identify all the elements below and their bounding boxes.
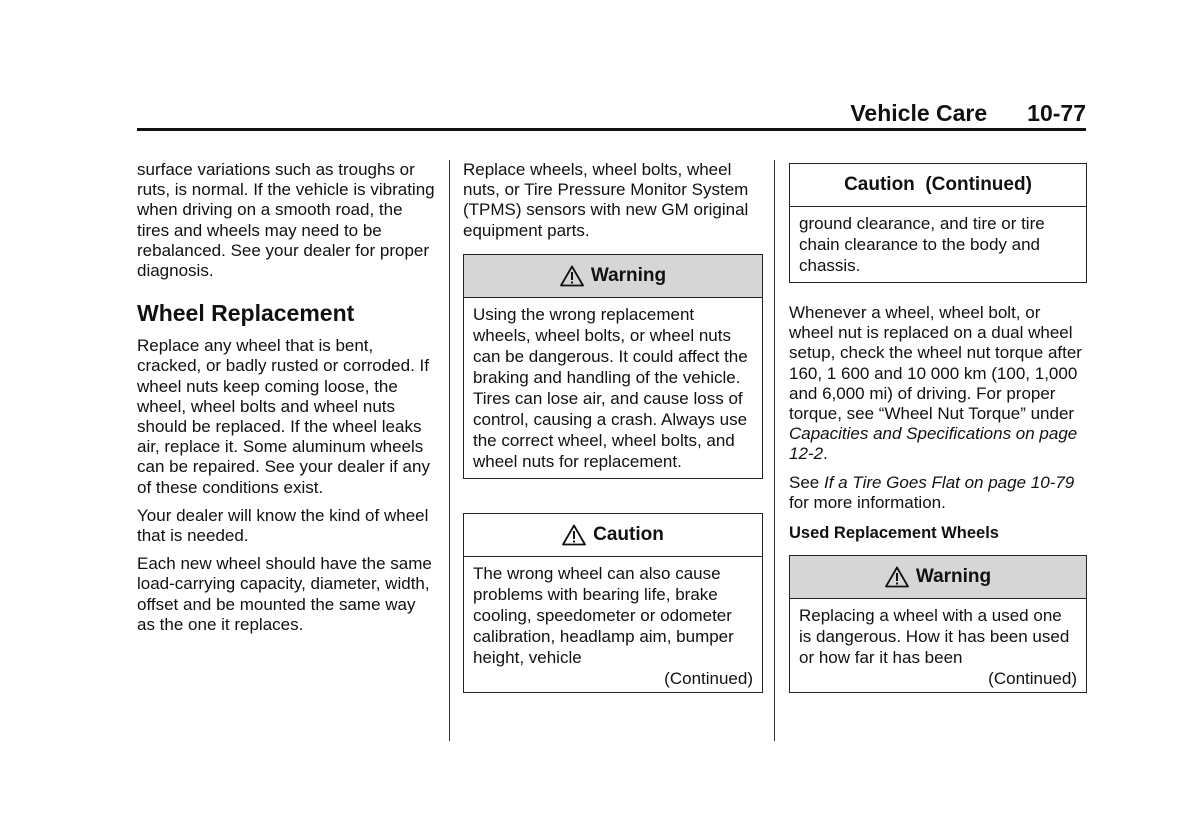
column-2 [463, 160, 763, 693]
column-divider [449, 160, 450, 741]
subheading: Used Replacement Wheels [789, 524, 999, 543]
caution-box [463, 513, 763, 693]
caution-header [464, 514, 762, 557]
paragraph: Each new wheel should have the same load-carrying capacity, diameter, width, offset and be mounted the same way as the one it replaces. [137, 554, 432, 634]
paragraph [789, 473, 1087, 513]
warning-header [790, 556, 1086, 599]
page-header [137, 100, 1086, 128]
warning-triangle-icon [560, 265, 584, 287]
paragraph-text: Whenever a wheel, wheel bolt, or wheel nut is replaced on a dual wheel setup, check the wheel nut torque after 160, 1 600 and 10 000 km (100, 1,000 and 6,000 mi) of driving. For proper torque, see “Wheel Nut Torque” under [789, 303, 1082, 424]
page-number: 10-77 [1027, 100, 1086, 126]
paragraph-end: . [823, 444, 828, 464]
caution-continued-box [789, 163, 1087, 283]
paragraph: Your dealer will know the kind of wheel that is needed. [137, 505, 429, 546]
section-heading: Wheel Replacement [137, 300, 355, 327]
warning-triangle-icon [885, 566, 909, 588]
caution-body: The wrong wheel can also cause problems with bearing life, brake cooling, speedometer or odometer calibration, headlamp aim, bumper height, vehicle [473, 563, 734, 667]
section-title: Vehicle Care [850, 100, 988, 126]
paragraph [789, 303, 1087, 465]
warning-box [463, 254, 763, 479]
warning-body: Replacing a wheel with a used one is dangerous. How it has been used or how far it has been [799, 606, 1070, 668]
paragraph-text: for more information. [789, 492, 946, 512]
continued-label: (Continued) [664, 668, 753, 688]
intro-paragraph: Replace wheels, wheel bolts, wheel nuts, or Tire Pressure Monitor System (TPMS) sensors with new GM original equipment parts. [463, 160, 749, 240]
column-3 [789, 160, 1087, 693]
paragraph: Replace any wheel that is bent, cracked, or badly rusted or corroded. If wheel nuts keep coming loose, the wheel, wheel bolts and wheel nuts should be replaced. If the wheel leaks air, replace it. Some aluminum wheels can be repaired. See your dealer if any of these conditions exist. [137, 336, 430, 497]
warning-header [464, 255, 762, 298]
caution-title: Caution [593, 523, 664, 545]
continued-label: (Continued) [988, 669, 1077, 689]
warning-body: Using the wrong replacement wheels, wheel bolts, or wheel nuts can be dangerous. It could affect the braking and handling of the vehicle. Tires can lose air, and cause loss of control, causing a crash. Always use the correct wheel, wheel bolts, and wheel nuts for replacement. [473, 304, 748, 471]
intro-paragraph: surface variations such as troughs or ruts, is normal. If the vehicle is vibrating when driving on a smooth road, the tires and wheels may need to be rebalanced. See your dealer for proper diagnosis. [137, 160, 435, 281]
column-1 [137, 160, 437, 643]
caution-continued-title: Caution (Continued) [844, 173, 1032, 195]
warning-title: Warning [590, 264, 667, 286]
caution-continued-header [790, 164, 1086, 207]
cross-reference: If a Tire Goes Flat on page 10-79 [823, 472, 1075, 492]
warning-triangle-icon [562, 524, 586, 546]
cross-reference: Capacities and Specifications on page 12-2 [789, 424, 1078, 464]
warning-box [789, 555, 1087, 693]
column-divider [774, 160, 775, 741]
caution-continued-body: ground clearance, and tire or tire chain clearance to the body and chassis. [799, 214, 1045, 275]
header-rule [137, 128, 1086, 131]
paragraph-text: See [789, 472, 820, 492]
warning-title: Warning [915, 566, 992, 588]
